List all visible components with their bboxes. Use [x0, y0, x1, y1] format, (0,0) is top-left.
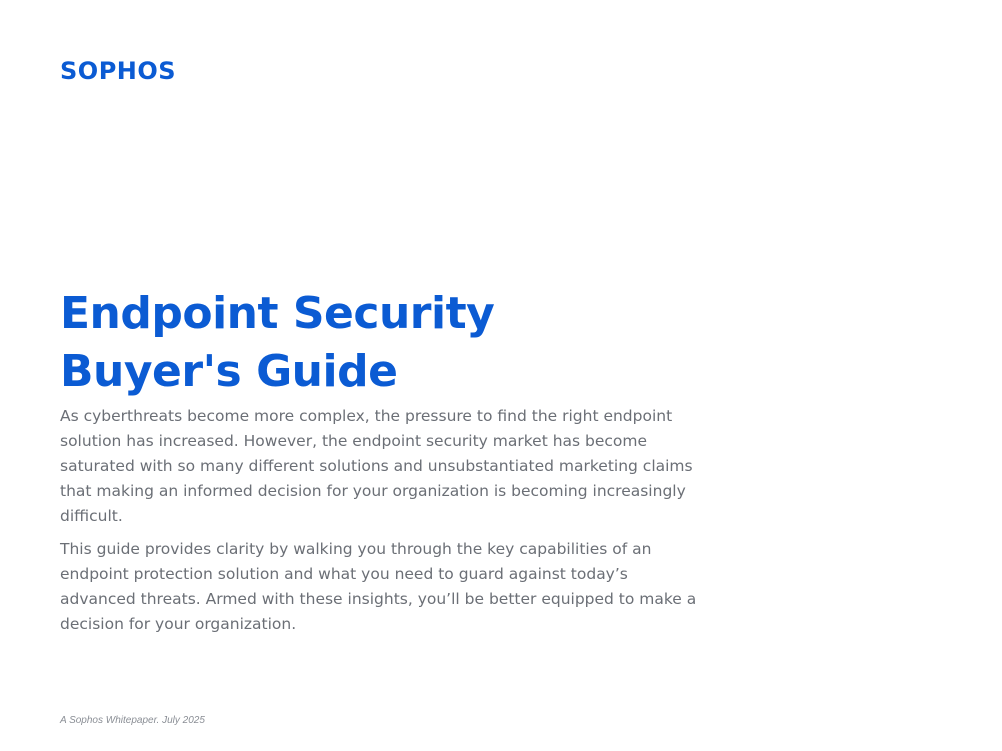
footer-note: A Sophos Whitepaper. July 2025 — [60, 715, 205, 726]
intro-paragraph-1: As cyberthreats become more complex, the pressure to find the right endpoint solution has increased. However, the endpoint security market has become saturated with so many different solutions and unsubstantiated marketing claims that making an informed decision for your organization is becoming increasingly difficult. — [60, 407, 693, 525]
sophos-logo: SOPHOS — [60, 57, 177, 85]
title-line-1: Endpoint Security — [60, 288, 495, 339]
page-title — [60, 285, 494, 401]
intro-paragraph-2: This guide provides clarity by walking you through the key capabilities of an endpoint protection solution and what you need to guard against today’s advanced threats. Armed with these insights, you’ll be better equipped to make a decision for your organization. — [60, 540, 697, 633]
intro-text — [60, 404, 700, 645]
title-line-2: Buyer's Guide — [60, 346, 398, 397]
